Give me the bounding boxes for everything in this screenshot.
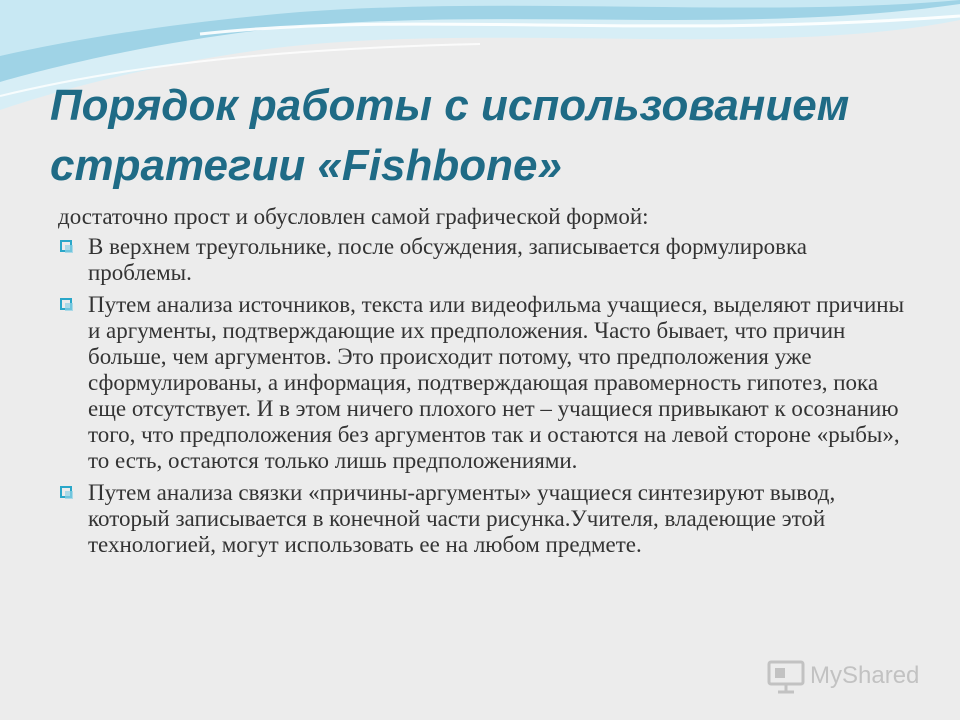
slide-body	[58, 204, 908, 564]
bullet-text-3: Путем анализа связки «причины-аргументы» учащиеся синтезируют вывод, который записывается в конечной части рисунка.Учителя, владеющие этой технологией, могут использовать ее на любом предмете.	[88, 480, 836, 557]
square-bullet-icon	[60, 486, 74, 500]
slide-title-line-2: стратегии «Fishbone»	[50, 141, 562, 190]
myshared-watermark[interactable]	[766, 656, 919, 696]
bullet-item-3	[58, 480, 908, 558]
bullet-item-1	[58, 234, 908, 286]
square-bullet-icon	[60, 298, 74, 312]
bullet-text-1: В верхнем треугольнике, после обсуждения, записывается формулировка проблемы.	[88, 234, 807, 285]
slide-title	[50, 76, 930, 196]
slide-title-line-1: Порядок работы с использованием	[50, 81, 850, 130]
watermark-text: MyShared	[810, 662, 920, 689]
square-bullet-icon	[60, 240, 74, 254]
intro-text: достаточно прост и обусловлен самой графической формой:	[58, 204, 649, 229]
presentation-board-icon	[766, 658, 806, 694]
bullet-list	[58, 234, 908, 558]
bullet-item-2	[58, 292, 908, 474]
bullet-text-2: Путем анализа источников, текста или видеофильма учащиеся, выделяют причины и аргументы, подтверждающие их предположения. Часто бывает, что причин больше, чем аргументов. Это происходит потому, что предположения уже сформулированы, а информация, подтверждающая правомерность гипотез, пока еще отсутствует. И в этом ничего плохого нет – учащиеся привыкают к осознанию того, что предположения без аргументов так и остаются на левой стороне «рыбы», то есть, остаются только лишь предположениями.	[88, 292, 905, 473]
